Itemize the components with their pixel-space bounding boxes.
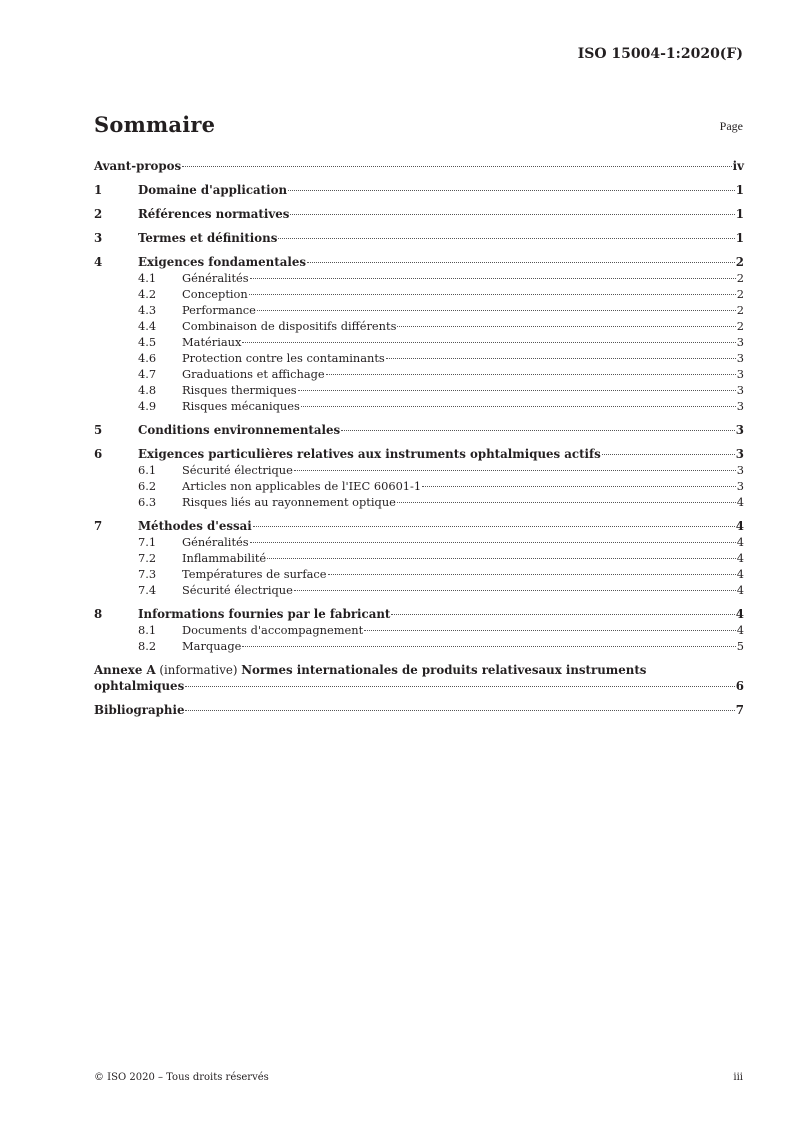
- toc-page: 3: [736, 399, 744, 413]
- leader-dots: [341, 430, 735, 431]
- toc-page: 3: [736, 351, 744, 365]
- toc-number: 6.1: [138, 463, 157, 477]
- toc-page: 6: [735, 679, 744, 693]
- toc-entry-4-4[interactable]: [94, 318, 744, 334]
- leader-dots: [185, 686, 735, 687]
- toc-page: 3: [736, 367, 744, 381]
- toc-page: 4: [736, 495, 744, 509]
- toc-page: 3: [735, 447, 744, 461]
- leader-dots: [278, 238, 734, 239]
- toc-entry-4-7[interactable]: [94, 366, 744, 382]
- toc-title: Documents d'accompagnement: [182, 623, 364, 637]
- toc-title: Risques mécaniques: [182, 399, 300, 413]
- leader-dots: [242, 342, 735, 343]
- leader-dots: [307, 262, 735, 263]
- toc-entry-4-3[interactable]: [94, 302, 744, 318]
- toc-entry-4-5[interactable]: [94, 334, 744, 350]
- toc-title: Matériaux: [182, 335, 242, 349]
- toc-number: 6: [94, 447, 103, 461]
- toc-page: 4: [735, 519, 744, 533]
- toc-entry-6[interactable]: [94, 446, 744, 462]
- toc-page: 2: [736, 319, 744, 333]
- footer-page-number: iii: [733, 1072, 743, 1083]
- toc-entry-7-1[interactable]: [94, 534, 744, 550]
- toc-page: 3: [735, 423, 744, 437]
- leader-dots: [253, 526, 735, 527]
- toc-title: Sécurité électrique: [182, 463, 293, 477]
- toc-page: 1: [735, 231, 744, 245]
- toc-number: 4: [94, 255, 103, 269]
- toc-title: Généralités: [182, 271, 249, 285]
- toc-title: Termes et définitions: [138, 231, 278, 245]
- annex-title-second: ophtalmiques: [94, 679, 185, 693]
- leader-dots: [288, 190, 735, 191]
- toc-number: 7.2: [138, 551, 157, 565]
- toc-number: 4.5: [138, 335, 157, 349]
- toc-entry-3[interactable]: [94, 230, 744, 246]
- toc-entry-5[interactable]: [94, 422, 744, 438]
- toc-entry-7-3[interactable]: [94, 566, 744, 582]
- toc-entry-4[interactable]: [94, 254, 744, 270]
- leader-dots: [364, 630, 736, 631]
- toc-number: 4.7: [138, 367, 157, 381]
- toc-number: 7.3: [138, 567, 157, 581]
- toc-title: Conditions environnementales: [138, 423, 341, 437]
- toc-title: Conception: [182, 287, 248, 301]
- leader-dots: [294, 590, 736, 591]
- toc-entry-4-1[interactable]: [94, 270, 744, 286]
- toc-entry-4-9[interactable]: [94, 398, 744, 414]
- toc-entry-4-6[interactable]: [94, 350, 744, 366]
- toc-number: 7: [94, 519, 103, 533]
- leader-dots: [267, 558, 736, 559]
- leader-dots: [250, 278, 736, 279]
- toc-title: Méthodes d'essai: [138, 519, 252, 533]
- toc-entry-4-2[interactable]: [94, 286, 744, 302]
- toc-page: 5: [736, 639, 744, 653]
- leader-dots: [602, 454, 735, 455]
- toc-entry-6-1[interactable]: [94, 462, 744, 478]
- toc-title: Protection contre les contaminants: [182, 351, 385, 365]
- toc-title: Exigences particulières relatives aux instruments ophtalmiques actifs: [138, 447, 601, 461]
- toc-title: Risques thermiques: [182, 383, 297, 397]
- toc-entry-7-2[interactable]: [94, 550, 744, 566]
- toc-page: 4: [736, 583, 744, 597]
- toc-page: 2: [736, 271, 744, 285]
- toc-page: 7: [735, 703, 744, 717]
- toc-entry-bibliographie[interactable]: [94, 702, 744, 718]
- toc-entry-8-2[interactable]: [94, 638, 744, 654]
- toc-page: 1: [735, 183, 744, 197]
- toc-page: 3: [736, 463, 744, 477]
- toc-number: 2: [94, 207, 103, 221]
- toc-page: 4: [736, 623, 744, 637]
- toc-entry-annex-a[interactable]: [94, 662, 744, 694]
- leader-dots: [298, 390, 736, 391]
- toc-number: 5: [94, 423, 103, 437]
- toc-title: Marquage: [182, 639, 242, 653]
- leader-dots: [391, 614, 734, 615]
- toc-title: Exigences fondamentales: [138, 255, 306, 269]
- leader-dots: [301, 406, 736, 407]
- toc-title: Températures de surface: [182, 567, 327, 581]
- leader-dots: [294, 470, 736, 471]
- toc-entry-1[interactable]: [94, 182, 744, 198]
- toc-number: 4.9: [138, 399, 157, 413]
- leader-dots: [242, 646, 735, 647]
- toc-title: Généralités: [182, 535, 249, 549]
- toc-title: Inflammabilité: [182, 551, 267, 565]
- toc-page: 2: [735, 255, 744, 269]
- toc-number: 6.3: [138, 495, 157, 509]
- toc-title: Bibliographie: [94, 703, 185, 717]
- toc-number: 7.1: [138, 535, 157, 549]
- toc-number: 6.2: [138, 479, 157, 493]
- table-of-contents: [94, 158, 744, 718]
- toc-page: 3: [736, 383, 744, 397]
- toc-page: 4: [735, 607, 744, 621]
- toc-number: 8.2: [138, 639, 157, 653]
- leader-dots: [249, 294, 736, 295]
- toc-number: 3: [94, 231, 103, 245]
- toc-number: 4.3: [138, 303, 157, 317]
- leader-dots: [422, 486, 736, 487]
- toc-number: 4.8: [138, 383, 157, 397]
- toc-entry-6-3[interactable]: [94, 494, 744, 510]
- leader-dots: [185, 710, 734, 711]
- toc-page: iv: [732, 159, 744, 173]
- toc-number: 4.4: [138, 319, 157, 333]
- toc-number: 1: [94, 183, 103, 197]
- toc-entry-7[interactable]: [94, 518, 744, 534]
- annex-title-line-2: [94, 678, 744, 694]
- toc-title: Sécurité électrique: [182, 583, 293, 597]
- annex-label: Annexe A: [94, 663, 156, 677]
- toc-title: Avant-propos: [94, 159, 182, 173]
- toc-entry-2[interactable]: [94, 206, 744, 222]
- toc-number: 8: [94, 607, 103, 621]
- toc-title: Domaine d'application: [138, 183, 288, 197]
- toc-number: 4.1: [138, 271, 157, 285]
- leader-dots: [397, 502, 736, 503]
- toc-title: Articles non applicables de l'IEC 60601-1: [182, 479, 422, 493]
- toc-page: 2: [736, 287, 744, 301]
- leader-dots: [182, 166, 731, 167]
- leader-dots: [386, 358, 736, 359]
- annex-title-line-1: [94, 662, 744, 678]
- toc-number: 7.4: [138, 583, 157, 597]
- toc-page: 4: [736, 551, 744, 565]
- document-id: ISO 15004-1:2020(F): [577, 46, 743, 62]
- annex-qualifier: (informative): [159, 663, 238, 677]
- leader-dots: [250, 542, 736, 543]
- toc-title: Informations fournies par le fabricant: [138, 607, 391, 621]
- toc-entry-8-1[interactable]: [94, 622, 744, 638]
- toc-page: 3: [736, 335, 744, 349]
- toc-page: 2: [736, 303, 744, 317]
- toc-title: Graduations et affichage: [182, 367, 325, 381]
- page-column-label: Page: [719, 119, 743, 133]
- leader-dots: [397, 326, 735, 327]
- leader-dots: [257, 310, 736, 311]
- toc-entry-avant-propos[interactable]: [94, 158, 744, 174]
- leader-dots: [328, 574, 736, 575]
- leader-dots: [326, 374, 736, 375]
- toc-title: Références normatives: [138, 207, 290, 221]
- toc-title: Combinaison de dispositifs différents: [182, 319, 397, 333]
- toc-number: 4.6: [138, 351, 157, 365]
- toc-entry-4-8[interactable]: [94, 382, 744, 398]
- toc-number: 4.2: [138, 287, 157, 301]
- toc-page: 4: [736, 535, 744, 549]
- toc-page: 3: [736, 479, 744, 493]
- toc-entry-6-2[interactable]: [94, 478, 744, 494]
- page-title: Sommaire: [94, 112, 216, 137]
- toc-entry-8[interactable]: [94, 606, 744, 622]
- annex-title-first: Normes internationales de produits relativesaux instruments: [241, 663, 647, 677]
- toc-entry-7-4[interactable]: [94, 582, 744, 598]
- toc-number: 8.1: [138, 623, 157, 637]
- toc-title: Risques liés au rayonnement optique: [182, 495, 396, 509]
- footer-copyright: © ISO 2020 – Tous droits réservés: [94, 1072, 269, 1083]
- leader-dots: [290, 214, 734, 215]
- toc-title: Performance: [182, 303, 256, 317]
- toc-page: 1: [735, 207, 744, 221]
- toc-page: 4: [736, 567, 744, 581]
